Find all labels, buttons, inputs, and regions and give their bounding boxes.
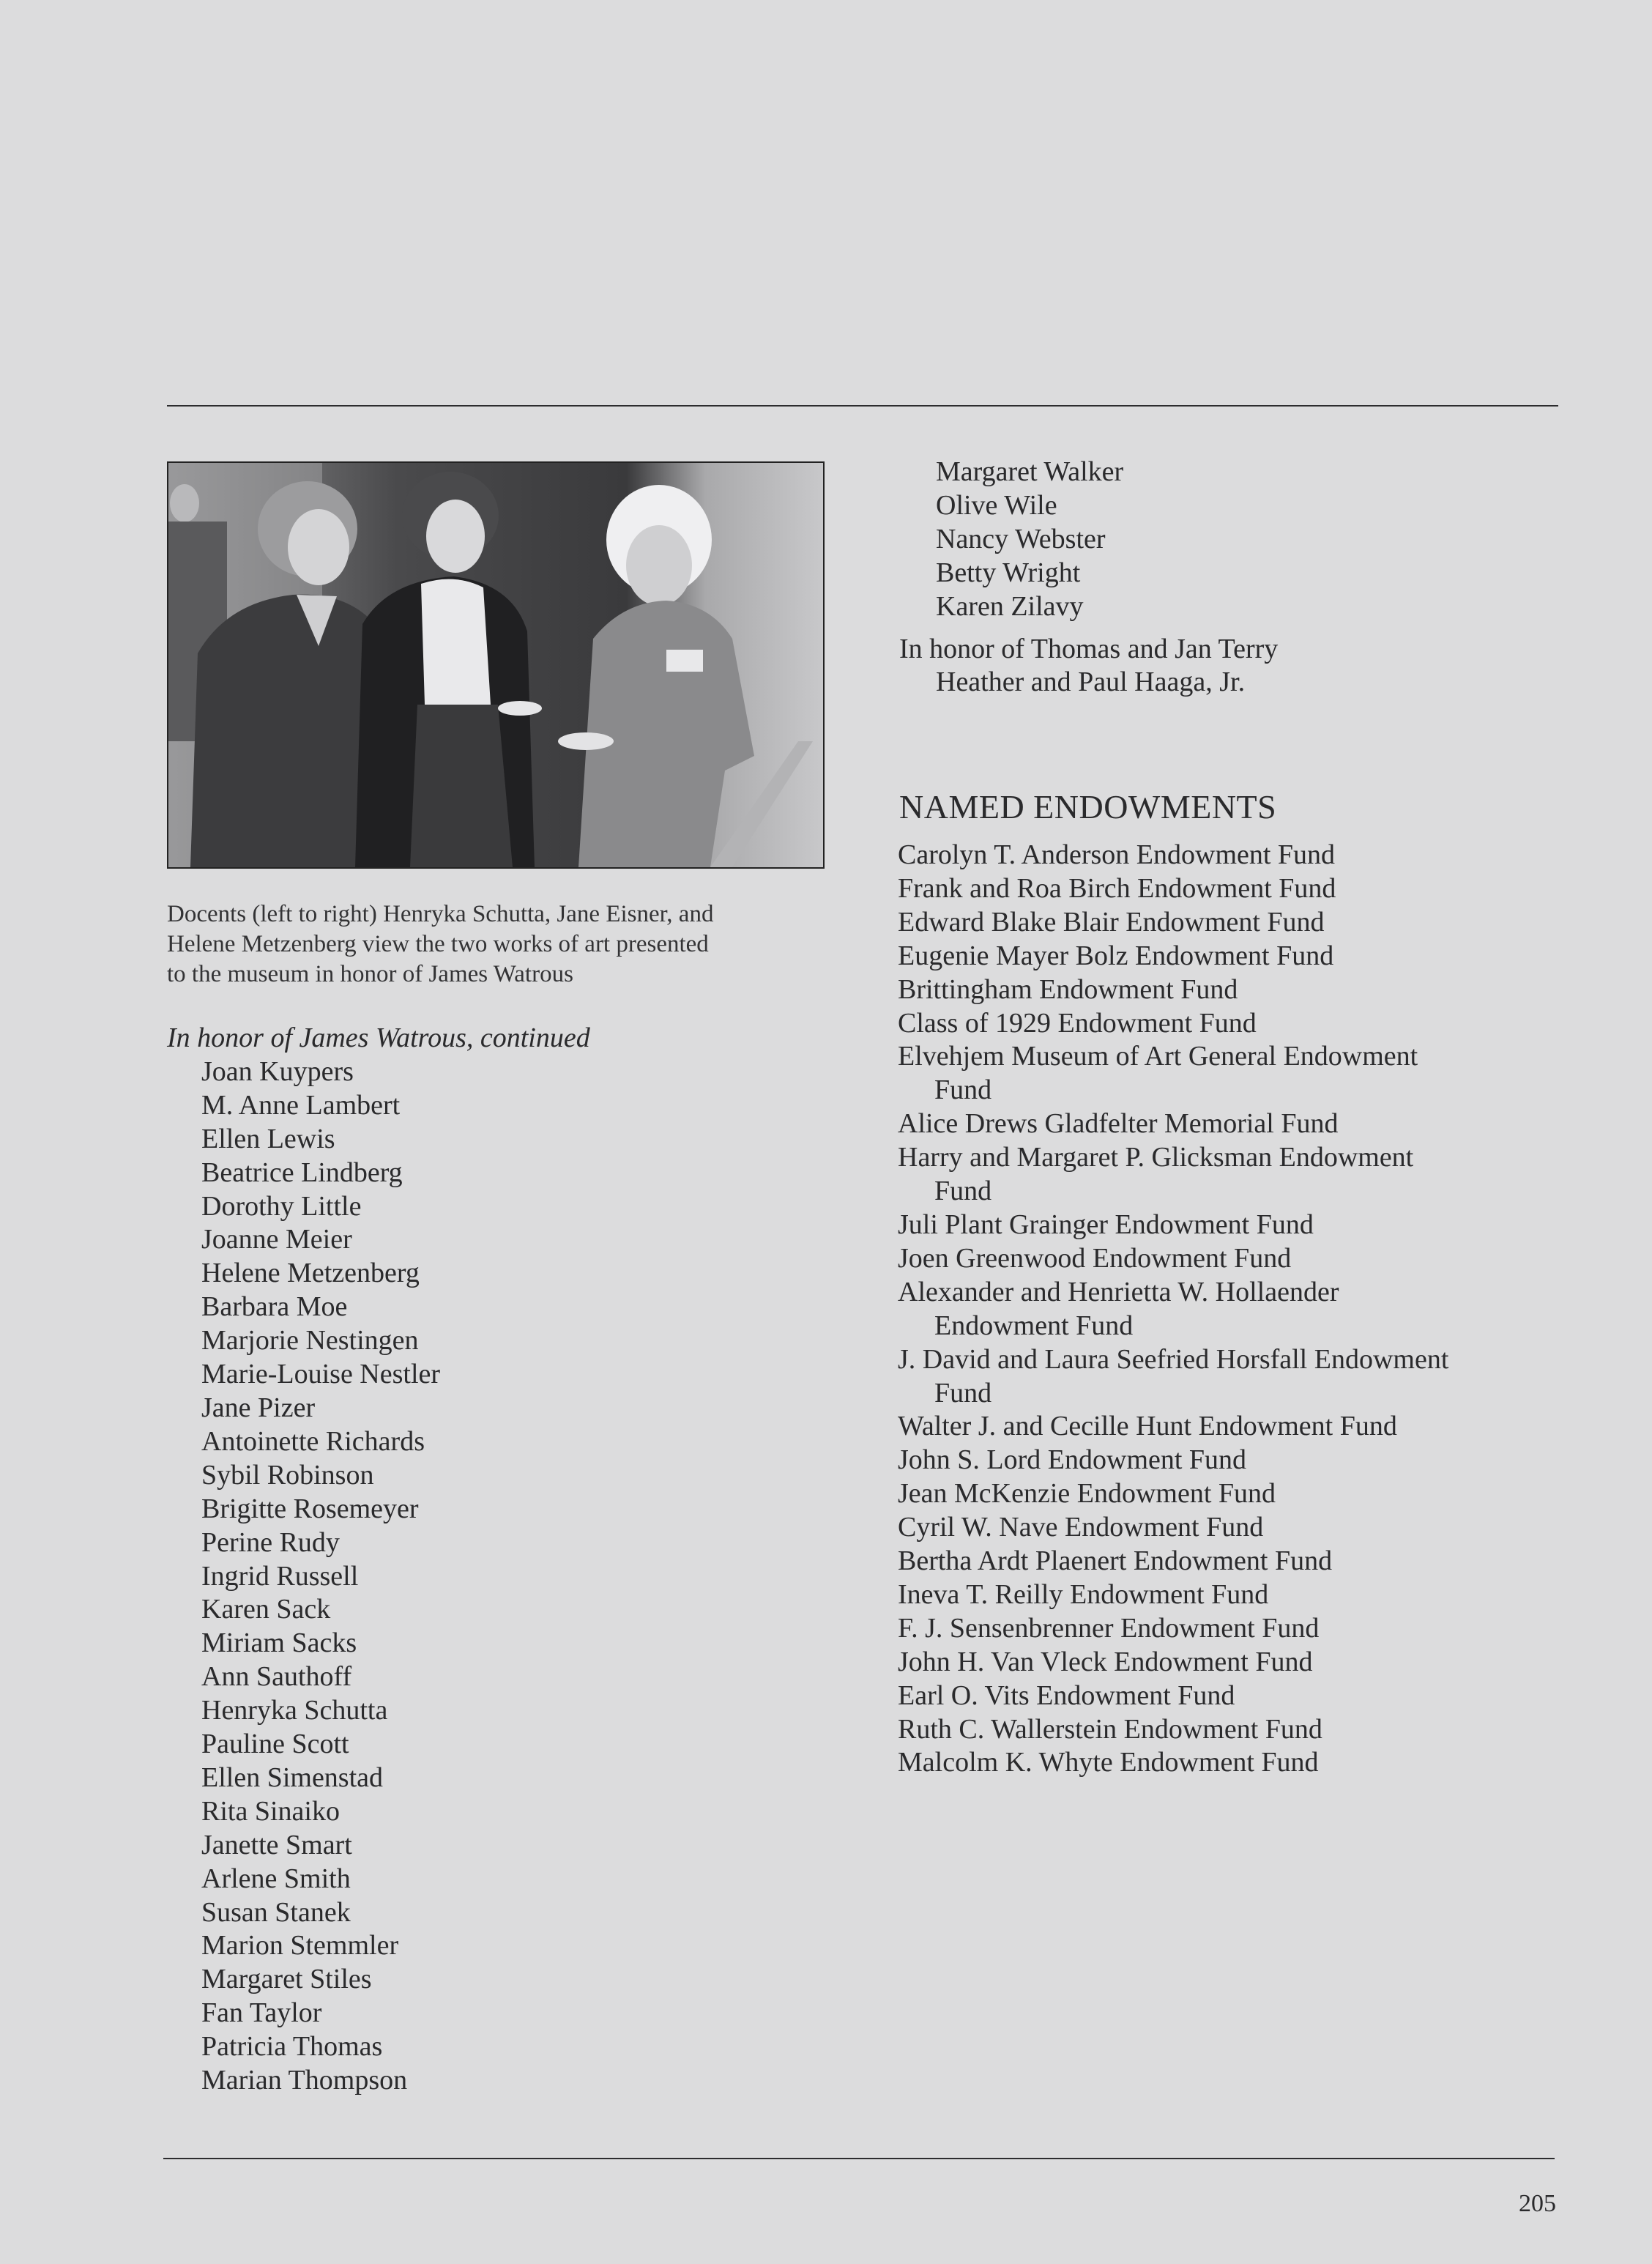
caption-line: to the museum in honor of James Watrous xyxy=(167,961,573,987)
donor-name: Margaret Walker xyxy=(936,456,1124,487)
donor-name: Heather and Paul Haaga, Jr. xyxy=(936,667,1246,698)
donor-name: Ann Sauthoff xyxy=(201,1661,352,1693)
photo-caption xyxy=(167,899,841,990)
donor-name: Patricia Thomas xyxy=(201,2031,383,2063)
fund-item: J. David and Laura Seefried Horsfall Endowment xyxy=(898,1343,1449,1375)
donor-name: Nancy Webster xyxy=(936,523,1106,554)
fund-item: Bertha Ardt Plaenert Endowment Fund xyxy=(898,1545,1333,1577)
donor-name: Joan Kuypers xyxy=(201,1055,354,1087)
fund-item: F. J. Sensenbrenner Endowment Fund xyxy=(898,1612,1320,1644)
fund-item: Joen Greenwood Endowment Fund xyxy=(898,1242,1292,1274)
top-rule xyxy=(167,405,1558,407)
fund-item: Carolyn T. Anderson Endowment Fund xyxy=(898,839,1336,870)
donor-name: Barbara Moe xyxy=(201,1291,348,1323)
donor-name: Marjorie Nestingen xyxy=(201,1325,419,1356)
fund-item: Ruth C. Wallerstein Endowment Fund xyxy=(898,1713,1322,1745)
fund-item: Jean McKenzie Endowment Fund xyxy=(898,1478,1276,1510)
endowment-fund-list xyxy=(898,839,1448,1780)
donor-name: Karen Sack xyxy=(201,1594,331,1625)
donor-name: Helene Metzenberg xyxy=(201,1258,420,1289)
donor-name: M. Anne Lambert xyxy=(201,1089,401,1121)
fund-item: Elvehjem Museum of Art General Endowment xyxy=(898,1041,1418,1072)
donor-name: Karen Zilavy xyxy=(936,590,1084,622)
donor-name: Arlene Smith xyxy=(201,1863,351,1894)
donor-name: Pauline Scott xyxy=(201,1729,349,1760)
donor-name: Ingrid Russell xyxy=(201,1560,359,1592)
fund-item-continuation: Fund xyxy=(934,1377,992,1408)
donor-name: Rita Sinaiko xyxy=(201,1795,340,1827)
caption-line: Helene Metzenberg view the two works of art presented xyxy=(167,931,709,957)
fund-item: Ineva T. Reilly Endowment Fund xyxy=(898,1578,1269,1610)
donor-name: Olive Wile xyxy=(936,489,1057,521)
watrous-honor-intro: In honor of James Watrous, continued xyxy=(167,1022,590,1053)
docents-photo xyxy=(167,461,825,869)
donor-name: Ellen Lewis xyxy=(201,1123,335,1154)
donor-name: Susan Stanek xyxy=(201,1896,351,1928)
donor-name: Jane Pizer xyxy=(201,1392,316,1423)
fund-item: Alexander and Henrietta W. Hollaender xyxy=(898,1276,1339,1307)
fund-item-continuation: Endowment Fund xyxy=(934,1310,1134,1341)
fund-item: Eugenie Mayer Bolz Endowment Fund xyxy=(898,940,1334,971)
fund-item-continuation: Fund xyxy=(934,1075,992,1106)
named-endowments-heading: NAMED ENDOWMENTS xyxy=(899,788,1277,825)
donor-name: Perine Rudy xyxy=(201,1526,340,1558)
donor-name: Brigitte Rosemeyer xyxy=(201,1493,419,1524)
donor-name: Joanne Meier xyxy=(201,1224,352,1255)
donor-name: Fan Taylor xyxy=(201,1997,322,2029)
donor-name: Janette Smart xyxy=(201,1829,352,1860)
bottom-rule xyxy=(163,2158,1555,2159)
fund-item: Class of 1929 Endowment Fund xyxy=(898,1007,1257,1039)
donor-name: Beatrice Lindberg xyxy=(201,1157,403,1188)
donor-name: Marion Stemmler xyxy=(201,1930,399,1961)
page-number: 205 xyxy=(1519,2190,1556,2217)
donor-name: Margaret Stiles xyxy=(201,1964,372,1995)
fund-item: Frank and Roa Birch Endowment Fund xyxy=(898,872,1336,904)
fund-item: Alice Drews Gladfelter Memorial Fund xyxy=(898,1108,1339,1140)
fund-item: Edward Blake Blair Endowment Fund xyxy=(898,906,1325,938)
fund-item: Walter J. and Cecille Hunt Endowment Fund xyxy=(898,1411,1397,1442)
caption-line: Docents (left to right) Henryka Schutta, Jane Eisner, and xyxy=(167,901,714,927)
donor-name: Antoinette Richards xyxy=(201,1425,425,1457)
donor-name: Ellen Simenstad xyxy=(201,1762,384,1793)
fund-item: Malcolm K. Whyte Endowment Fund xyxy=(898,1747,1319,1778)
donor-name: Sybil Robinson xyxy=(201,1459,374,1491)
fund-item: Cyril W. Nave Endowment Fund xyxy=(898,1512,1264,1543)
fund-item: John S. Lord Endowment Fund xyxy=(898,1444,1247,1476)
donor-name: Betty Wright xyxy=(936,557,1081,588)
donor-name: Marian Thompson xyxy=(201,2065,408,2096)
terry-honor-heading: In honor of Thomas and Jan Terry xyxy=(899,633,1279,664)
right-honor-list xyxy=(899,456,1278,699)
donor-name: Dorothy Little xyxy=(201,1190,362,1222)
docents-photo-image xyxy=(168,463,823,867)
donor-name: Marie-Louise Nestler xyxy=(201,1359,441,1390)
fund-item: Harry and Margaret P. Glicksman Endowment xyxy=(898,1142,1414,1173)
watrous-honor-list xyxy=(167,1022,590,2098)
fund-item: Juli Plant Grainger Endowment Fund xyxy=(898,1209,1314,1240)
donor-name: Henryka Schutta xyxy=(201,1695,388,1726)
fund-item: Earl O. Vits Endowment Fund xyxy=(898,1680,1235,1711)
fund-item: John H. Van Vleck Endowment Fund xyxy=(898,1646,1313,1677)
donor-name: Miriam Sacks xyxy=(201,1628,357,1659)
fund-item-continuation: Fund xyxy=(934,1176,992,1207)
fund-item: Brittingham Endowment Fund xyxy=(898,973,1238,1005)
